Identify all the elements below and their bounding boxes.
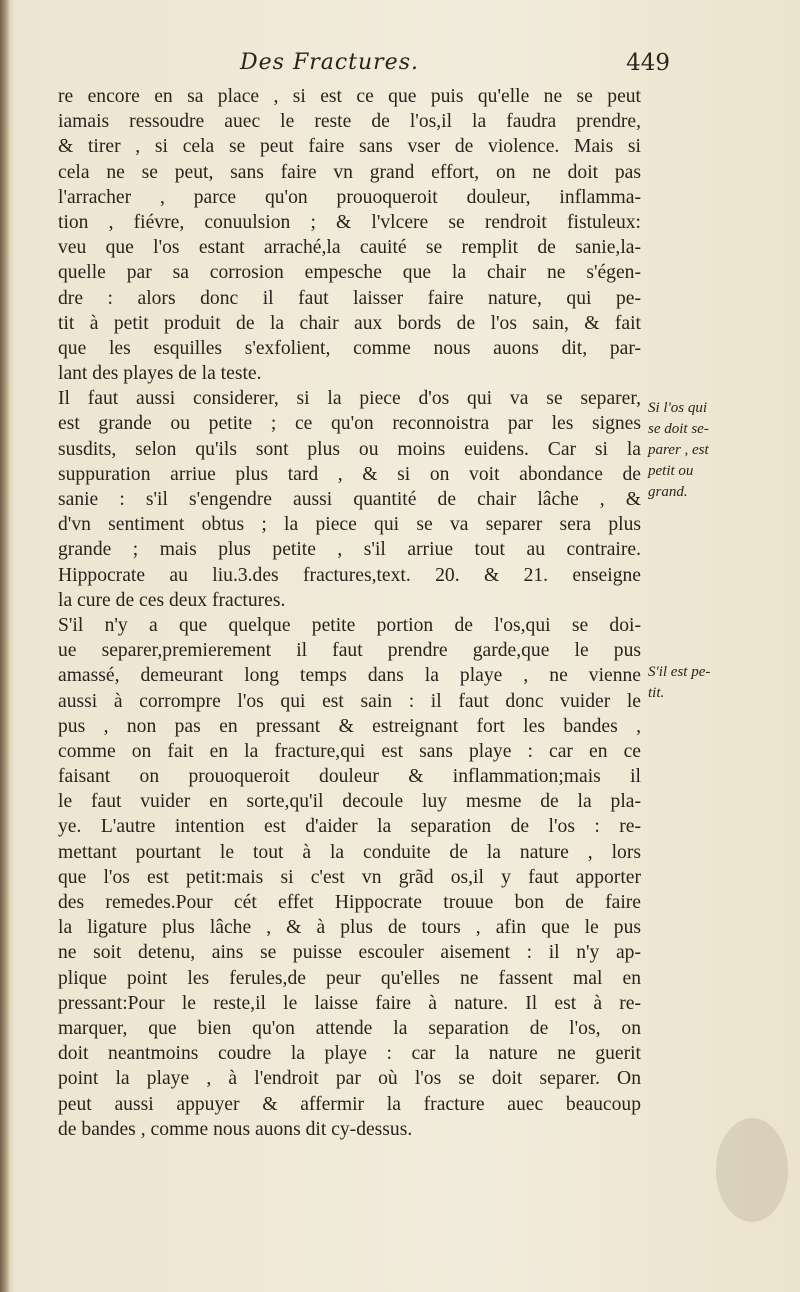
text-line: cela ne se peut, sans faire vn grand effort, on ne doit pas	[58, 161, 641, 183]
margin-note	[648, 398, 740, 503]
margin-note-line: grand.	[648, 484, 688, 500]
text-line: que l'os est petit:mais si c'est vn grãd os,il y faut apporter	[58, 866, 641, 888]
text-line: de bandes , comme nous auons dit cy-dessus.	[58, 1118, 413, 1140]
text-line: susdits, selon qu'ils sont plus ou moins euidens. Car si la	[58, 438, 641, 460]
text-line: comme on fait en la fracture,qui est sans playe : car en ce	[58, 740, 641, 762]
text-line: suppuration arriue plus tard , & si on voit abondance de	[58, 463, 641, 485]
text-line: la ligature plus lâche , & à plus de tours , afin que le pus	[58, 917, 641, 939]
text-line: plique point les ferules,de peur qu'elles ne fassent mal en	[58, 967, 641, 989]
page-binding-shadow	[0, 0, 10, 1292]
text-line: point la playe , à l'endroit par où l'os se doit separer. On	[58, 1068, 641, 1090]
text-line: quelle par sa corrosion empesche que la chair ne s'égen-	[58, 262, 641, 284]
bleed-through-stain	[712, 1110, 792, 1230]
text-line: amassé, demeurant long temps dans la playe , ne vienne	[58, 665, 641, 687]
text-line: peut aussi appuyer & affermir la fracture auec beaucoup	[58, 1093, 641, 1115]
text-line: ye. L'autre intention est d'aider la separation de l'os : re-	[58, 816, 641, 838]
text-line: lant des playes de la teste.	[58, 363, 262, 385]
text-line: veu que l'os estant arraché,la cauité se remplit de sanie,la-	[58, 237, 641, 259]
running-head-title: Des Fractures.	[240, 50, 419, 75]
body-text	[58, 84, 641, 1142]
text-line: pressant:Pour le reste,il le laisse faire à nature. Il est à re-	[58, 992, 641, 1014]
text-line: faisant on prouoqueroit douleur & inflammation;mais il	[58, 766, 641, 788]
text-line: ne soit detenu, ains se puisse escouler aisement : il n'y ap-	[58, 942, 641, 964]
text-line: ue separer,premierement il faut prendre garde,que le pus	[58, 640, 641, 662]
text-line: Il faut aussi considerer, si la piece d'os qui va se separer,	[58, 388, 641, 410]
text-line: tion , fiévre, conuulsion ; & l'vlcere se rendroit fistuleux:	[58, 211, 641, 233]
text-line: est grande ou petite ; ce qu'on reconnoistra par les signes	[58, 413, 641, 435]
text-line: que les esquilles s'exfolient, comme nous auons dit, par-	[58, 337, 641, 359]
text-line: tit à petit produit de la chair aux bords de l'os sain, & fait	[58, 312, 641, 334]
margin-note-line: tit.	[648, 685, 665, 701]
margin-note-line: se doit se-	[648, 421, 709, 437]
margin-note-line: petit ou	[648, 463, 694, 479]
text-line: Hippocrate au liu.3.des fractures,text. 20. & 21. enseigne	[58, 564, 641, 586]
text-line: d'vn sentiment obtus ; la piece qui se va separer sera plus	[58, 514, 641, 536]
text-line: la cure de ces deux fractures.	[58, 589, 286, 611]
page-number: 449	[626, 50, 670, 76]
text-line: le faut vuider en sorte,qu'il decoule luy mesme de la pla-	[58, 791, 641, 813]
text-line: mettant pourtant le tout à la conduite de la nature , lors	[58, 841, 641, 863]
text-line: dre : alors donc il faut laisser faire nature, qui pe-	[58, 287, 641, 309]
text-line: sanie : s'il s'engendre aussi quantité de chair lâche , &	[58, 489, 641, 510]
margin-note	[648, 662, 740, 704]
running-head	[60, 50, 670, 84]
text-line: doit neantmoins coudre la playe : car la nature ne guerit	[58, 1043, 641, 1065]
text-line: iamais ressoudre auec le reste de l'os,il la faudra prendre,	[58, 111, 641, 133]
text-line: l'arracher , parce qu'on prouoqueroit douleur, inflamma-	[58, 186, 641, 208]
text-line: re encore en sa place , si est ce que puis qu'elle ne se peut	[58, 86, 641, 107]
text-line: & tirer , si cela se peut faire sans vser de violence. Mais si	[58, 136, 641, 158]
text-line: aussi à corrompre l'os qui est sain : il faut donc vuider le	[58, 690, 641, 712]
margin-note-line: S'il est pe-	[648, 664, 711, 680]
margin-note-line: Si l'os qui	[648, 400, 708, 416]
text-line: pus , non pas en pressant & estreignant fort les bandes ,	[58, 715, 641, 737]
text-line: des remedes.Pour cét effet Hippocrate trouue bon de faire	[58, 892, 641, 913]
text-line: grande ; mais plus petite , s'il arriue tout au contraire.	[58, 539, 641, 561]
margin-note-line: parer , est	[648, 442, 709, 458]
text-line: S'il n'y a que quelque petite portion de l'os,qui se doi-	[58, 614, 641, 636]
text-line: marquer, que bien qu'on attende la separation de l'os, on	[58, 1017, 641, 1039]
